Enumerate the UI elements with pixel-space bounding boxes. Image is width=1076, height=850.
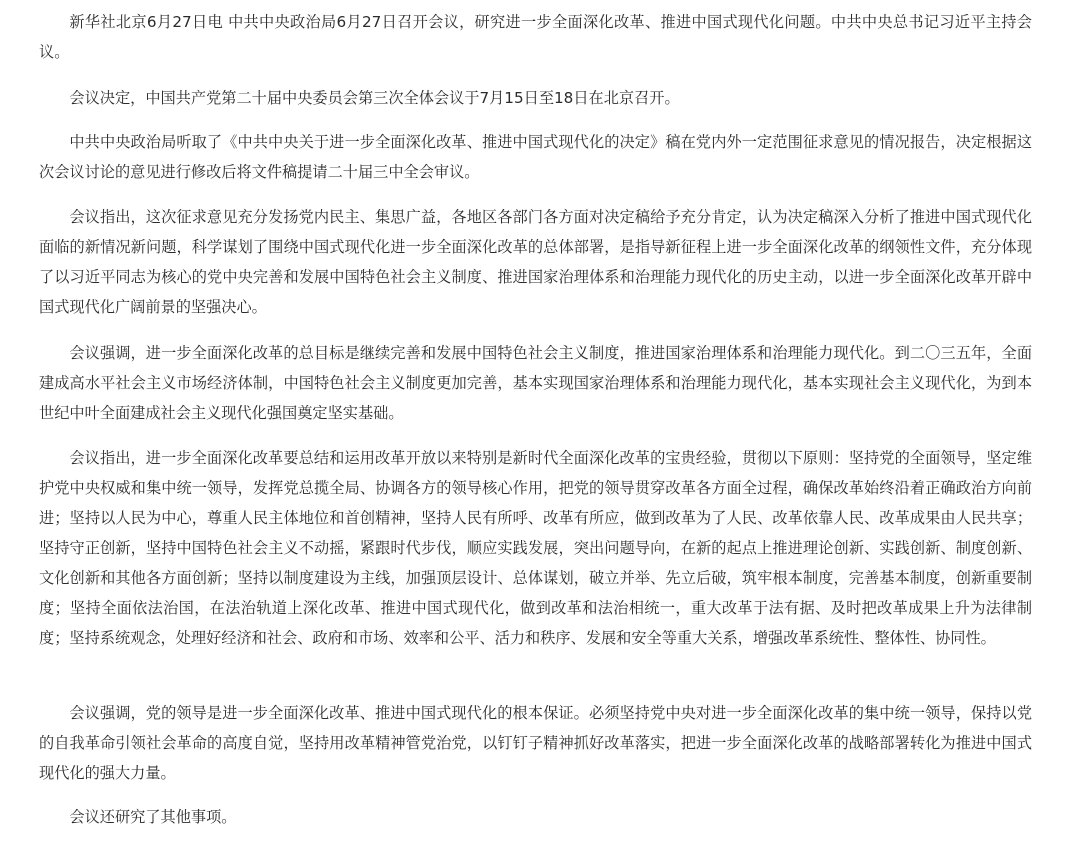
article-paragraph-7: 会议强调，党的领导是进一步全面深化改革、推进中国式现代化的根本保证。必须坚持党中央对进一步全面深化改革的集中统一领导，保持以党的自我革命引领社会革命的高度自觉，坚持用改革精神管党治党，以钉钉子精神抓好改革落实，把进一步全面深化改革的战略部署转化为推进中国式现代化的强大力量。 bbox=[39, 704, 1032, 782]
article-paragraph-8: 会议还研究了其他事项。 bbox=[69, 808, 237, 826]
article-paragraph-5: 会议强调，进一步全面深化改革的总目标是继续完善和发展中国特色社会主义制度，推进国家治理体系和治理能力现代化。到二〇三五年，全面建成高水平社会主义市场经济体制，中国特色社会主义制度更加完善，基本实现国家治理体系和治理能力现代化，基本实现社会主义现代化，为到本世纪中叶全面建成社会主义现代化强国奠定坚实基础。 bbox=[39, 344, 1032, 422]
article-paragraph-6: 会议指出，进一步全面深化改革要总结和运用改革开放以来特别是新时代全面深化改革的宝贵经验，贯彻以下原则：坚持党的全面领导，坚定维护党中央权威和集中统一领导，发挥党总揽全局、协调各方的领导核心作用，把党的领导贯穿改革各方面全过程，确保改革始终沿着正确政治方向前进；坚持以人民为中心，尊重人民主体地位和首创精神，坚持人民有所呼、改革有所应，做到改革为了人民、改革依靠人民、改革成果由人民共享；坚持守正创新，坚持中国特色社会主义不动摇，紧跟时代步伐，顺应实践发展，突出问题导向，在新的起点上推进理论创新、实践创新、制度创新、文化创新和其他各方面创新；坚持以制度建设为主线，加强顶层设计、总体谋划，破立并举、先立后破，筑牢根本制度，完善基本制度，创新重要制度；坚持全面依法治国，在法治轨道上深化改革、推进中国式现代化，做到改革和法治相统一，重大改革于法有据、及时把改革成果上升为法律制度；坚持系统观念，处理好经济和社会、政府和市场、效率和公平、活力和秩序、发展和安全等重大关系，增强改革系统性、整体性、协同性。 bbox=[39, 449, 1032, 647]
article-paragraph-4: 会议指出，这次征求意见充分发扬党内民主、集思广益，各地区各部门各方面对决定稿给予充分肯定，认为决定稿深入分析了推进中国式现代化面临的新情况新问题，科学谋划了围绕中国式现代化进一步全面深化改革的总体部署，是指导新征程上进一步全面深化改革的纲领性文件，充分体现了以习近平同志为核心的党中央完善和发展中国特色社会主义制度、推进国家治理体系和治理能力现代化的历史主动，以进一步全面深化改革开辟中国式现代化广阔前景的坚强决心。 bbox=[39, 208, 1032, 316]
article-paragraph-3: 中共中央政治局听取了《中共中央关于进一步全面深化改革、推进中国式现代化的决定》稿在党内外一定范围征求意见的情况报告，决定根据这次会议讨论的意见进行修改后将文件稿提请二十届三中全会审议。 bbox=[39, 133, 1032, 181]
article-paragraph-1: 新华社北京6月27日电 中共中央政治局6月27日召开会议，研究进一步全面深化改革、推进中国式现代化问题。中共中央总书记习近平主持会议。 bbox=[39, 13, 1032, 61]
article-paragraph-2: 会议决定，中国共产党第二十届中央委员会第三次全体会议于7月15日至18日在北京召开。 bbox=[69, 89, 680, 107]
